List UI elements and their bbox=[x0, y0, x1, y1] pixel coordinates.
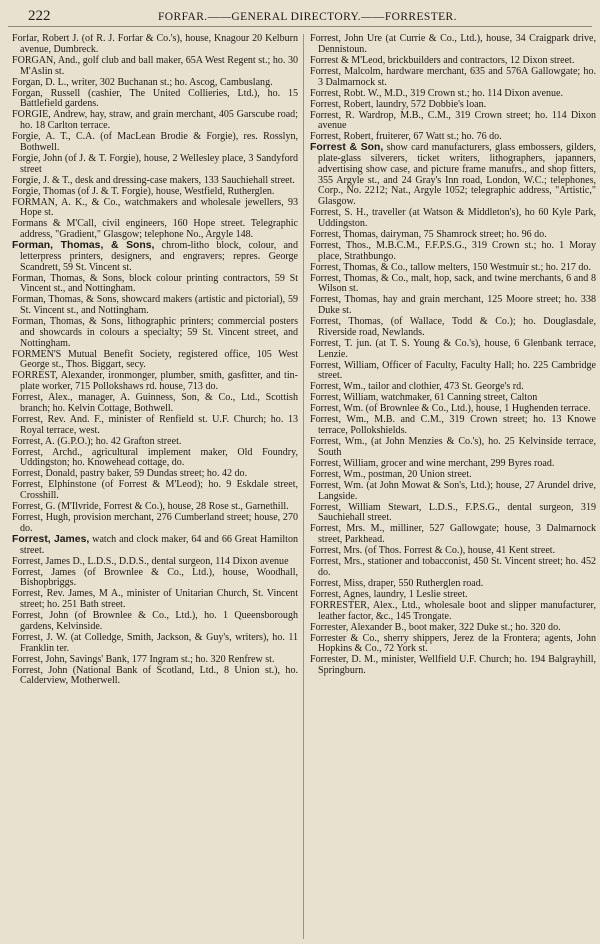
entry-text: Forrest, Elphinstone (of Forrest & M'Leod); ho. 9 Eskdale street, Crosshill. bbox=[12, 479, 298, 501]
directory-entry bbox=[12, 480, 298, 502]
directory-entry bbox=[12, 295, 298, 317]
entry-text: Forman, Thomas, & Sons, block colour printing contractors, 59 St Vincent st., and Nottingham. bbox=[12, 272, 298, 295]
entry-text: Forrest, Wm., tailor and clothier, 473 St. George's rd. bbox=[310, 381, 524, 393]
directory-entry bbox=[310, 361, 596, 383]
entry-text: Forrest & M'Leod, brickbuilders and contractors, 12 Dixon street. bbox=[310, 54, 575, 66]
entry-text: Forrest, S. H., traveller (at Watson & Middleton's), ho 60 Kyle Park, Uddingston. bbox=[310, 207, 596, 229]
directory-entry bbox=[310, 295, 596, 317]
directory-entry bbox=[310, 437, 596, 459]
directory-entry bbox=[310, 317, 596, 339]
entry-text: Forman, Thomas, & Sons, showcard makers (artistic and pictorial), 59 St. Vincent st., and Nottingham. bbox=[12, 294, 298, 316]
entry-text: Forrest, Wm., M.B. and C.M., 319 Crown street; ho. 13 Knowe terrace, Pollokshields. bbox=[310, 414, 596, 436]
directory-entry bbox=[310, 524, 596, 546]
directory-entry bbox=[12, 611, 298, 633]
directory-entry bbox=[310, 415, 596, 437]
entry-text: Forrest, James D., L.D.S., D.D.S., dental surgeon, 114 Dixon avenue bbox=[12, 555, 289, 567]
directory-entry bbox=[12, 393, 298, 415]
entry-text: Forgie, Thomas (of J. & T. Forgie), house, Westfield, Rutherglen. bbox=[12, 185, 275, 197]
entry-text: Forrest, William, grocer and wine merchant, 299 Byres road. bbox=[310, 457, 555, 469]
entry-text: Forrest, A. (G.P.O.); ho. 42 Grafton street. bbox=[12, 435, 182, 447]
entry-text: Forrest, Alex., manager, A. Guinness, Son, & Co., Ltd., Scottish branch; ho. Kelvin Cottage, Bothwell. bbox=[12, 392, 298, 414]
directory-entry bbox=[310, 557, 596, 579]
directory-entry bbox=[310, 655, 596, 677]
directory-entry bbox=[12, 274, 298, 296]
entry-text: Forrest, Robert, fruiterer, 67 Watt st.; ho. 76 do. bbox=[310, 131, 502, 143]
entry-text: Forrester & Co., sherry shippers, Jerez de la Frontera; agents, John Hopkins & Co., 72 York st. bbox=[310, 632, 596, 655]
entry-text: Forrest, Mrs. (of Thos. Forrest & Co.), house, 41 Kent street. bbox=[310, 545, 556, 556]
directory-entry bbox=[12, 535, 298, 557]
directory-entry bbox=[12, 448, 298, 470]
entry-text: Forgie, John (of J. & T. Forgie), house, 2 Wellesley place, 3 Sandyford street bbox=[12, 152, 298, 175]
directory-entry bbox=[12, 89, 298, 111]
entry-text: Formans & M'Call, civil engineers, 160 Hope street. Telegraphic address, "Gradient," Glasgow; telephone No., Argyle 148. bbox=[12, 218, 298, 240]
entry-text: Forgan, D. L., writer, 302 Buchanan st.; ho. Ascog, Cambuslang. bbox=[12, 76, 273, 88]
entry-text: Forgan, Russell (cashier, The United Collieries, Ltd.), ho. 15 Battlefield gardens. bbox=[12, 87, 298, 110]
entry-text: Forrest, Thos., M.B.C.M., F.F.P.S.G., 319 Crown st.; ho. 1 Moray place, Strathbungo. bbox=[310, 239, 596, 262]
directory-entry bbox=[12, 371, 298, 393]
entry-text: Forrest, R. Wardrop, M.B., C.M., 319 Crown street; ho. 114 Dixon avenue bbox=[310, 109, 596, 132]
entry-text: Forrest, Thomas, hay and grain merchant, 125 Moore street; ho. 338 Duke st. bbox=[310, 294, 596, 316]
entry-text: Forrest, Malcolm, hardware merchant, 635 and 576A Gallowgate; ho. 3 Dalmarnock st. bbox=[310, 65, 596, 88]
directory-entry bbox=[310, 67, 596, 89]
directory-entry bbox=[310, 274, 596, 296]
entry-text: Forgie, J. & T., desk and dressing-case makers, 133 Sauchiehall street. bbox=[12, 174, 295, 186]
entry-text: chrom-litho block, colour, and letterpress printers, designers, and engravers; repres. George Scandrett, 59 St. Vincent st. bbox=[20, 240, 298, 273]
directory-entry bbox=[12, 154, 298, 176]
directory-entry bbox=[12, 568, 298, 590]
entry-text: Forrest, Wm. (at John Mowat & Son's, Ltd.); house, 27 Arundel drive, Langside. bbox=[310, 479, 596, 502]
entry-text: Forrest, Rev. And. F., minister of Renfield st. U.F. Church; ho. 13 Royal terrace, west. bbox=[12, 413, 298, 436]
entry-text: FORRESTER, Alex., Ltd., wholesale boot and slipper manufacturer, leather factor, &c., 145 Trongate. bbox=[310, 599, 596, 622]
directory-entry bbox=[12, 34, 298, 56]
entry-text: Forrest, Robt. W., M.D., 319 Crown st.; ho. 114 Dixon avenue. bbox=[310, 87, 564, 99]
entry-text: Forrest, John Ure (at Currie & Co., Ltd.), house, 34 Craigpark drive, Dennistoun. bbox=[310, 34, 596, 55]
entry-text: FORGIE, Andrew, hay, straw, and grain merchant, 405 Garscube road; ho. 18 Carlton terrace. bbox=[12, 109, 298, 131]
entry-text: Forrest, William Stewart, L.D.S., F.P.S.G., dental surgeon, 319 Sauchiehall street. bbox=[310, 501, 596, 524]
entry-text: Forrest, Rev. James, M A., minister of Unitarian Church, St. Vincent street; ho. 251 Bath street. bbox=[12, 588, 298, 610]
entry-text: FORGAN, And., golf club and ball maker, 65A West Regent st.; ho. 30 M'Aslin st. bbox=[12, 54, 298, 77]
directory-entry bbox=[12, 241, 298, 273]
entry-name-bold: Forrest & Son, bbox=[310, 142, 384, 154]
directory-entry bbox=[12, 415, 298, 437]
directory-entry bbox=[12, 198, 298, 220]
entry-text: Forman, Thomas, & Sons, lithographic printers; commercial posters and showcards in colours a specialty; 59 St. Vincent street, and Nottingham. bbox=[12, 316, 298, 349]
directory-entry bbox=[12, 513, 298, 535]
directory-entry bbox=[12, 666, 298, 688]
directory-entry bbox=[310, 241, 596, 263]
entry-text: Forrest, William, watchmaker, 61 Canning street, Calton bbox=[310, 392, 538, 404]
entry-text: Forrest, Thomas, & Co., tallow melters, 150 Westmuir st.; ho. 217 do. bbox=[310, 261, 591, 273]
entry-text: Forrest, Mrs. M., milliner, 527 Gallowgate; house, 3 Dalmarnock street, Parkhead. bbox=[310, 523, 596, 545]
entry-text: Forrester, Alexander B., boot maker, 322 Duke st.; ho. 320 do. bbox=[310, 621, 561, 633]
entry-text: Forrest, Robert, laundry, 572 Dobbie's loan. bbox=[310, 98, 487, 110]
directory-entry bbox=[12, 350, 298, 372]
entry-text: Forrest, Wm. (of Brownlee & Co., Ltd.), house, 1 Hughenden terrace. bbox=[310, 403, 591, 415]
directory-entry bbox=[12, 56, 298, 78]
directory-entry bbox=[310, 601, 596, 623]
directory-entry bbox=[12, 317, 298, 349]
column-divider bbox=[303, 34, 304, 939]
entry-text: Forrest, Thomas, & Co., malt, hop, sack, and twine merchants, 6 and 8 Wilson st. bbox=[310, 272, 596, 295]
directory-entry bbox=[12, 219, 298, 241]
entry-text: Forrest, Wm., (at John Menzies & Co.'s), ho. 25 Kelvinside terrace, South bbox=[310, 436, 596, 458]
entry-text: Forrest, Miss, draper, 550 Rutherglen road. bbox=[310, 577, 484, 589]
page-number: 222 bbox=[28, 8, 51, 24]
directory-entry bbox=[310, 34, 596, 56]
directory-entry bbox=[12, 589, 298, 611]
entry-text: FORMAN, A. K., & Co., watchmakers and wholesale jewellers, 93 Hope st. bbox=[12, 196, 298, 219]
entry-text: Forrest, G. (M'Ilvride, Forrest & Co.), house, 28 Rose st., Garnethill. bbox=[12, 501, 289, 512]
entry-text: Forrest, John (of Brownlee & Co., Ltd.), ho. 1 Queensborough gardens, Kelvinside. bbox=[12, 610, 298, 632]
directory-columns bbox=[8, 34, 596, 939]
entry-text: Forrest, Wm., postman, 20 Union street. bbox=[310, 468, 472, 480]
entry-text: Forrest, Mrs., stationer and tobacconist, 450 St. Vincent street; ho. 452 do. bbox=[310, 556, 596, 578]
entry-name-bold: Forman, Thomas, & Sons, bbox=[12, 240, 155, 251]
directory-entry bbox=[12, 633, 298, 655]
directory-entry bbox=[12, 110, 298, 132]
entry-text: Forfar, Robert J. (of R. J. Forfar & Co.'s), house, Knagour 20 Kelburn avenue, Dumbreck. bbox=[12, 34, 298, 55]
directory-entry bbox=[310, 208, 596, 230]
entry-text: Forrest, John, Savings' Bank, 177 Ingram st.; ho. 320 Renfrew st. bbox=[12, 653, 275, 665]
entry-text: FORREST, Alexander, ironmonger, plumber, smith, gasfitter, and tin-plate worker, 715 Pollokshaws rd. house, 713 do. bbox=[12, 370, 298, 392]
directory-entry bbox=[310, 339, 596, 361]
entry-text: FORMEN'S Mutual Benefit Society, registered office, 105 West George st., Thos. Biggart, secy. bbox=[12, 348, 298, 371]
entry-text: Forrest, William, Officer of Faculty, Faculty Hall; ho. 225 Cambridge street. bbox=[310, 359, 596, 382]
entry-text: Forrester, D. M., minister, Wellfield U.F. Church; ho. 194 Balgrayhill, Springburn. bbox=[310, 654, 596, 676]
directory-entry bbox=[310, 111, 596, 133]
directory-entry bbox=[310, 634, 596, 656]
entry-text: Forrest, John (National Bank of Scotland, Ltd., 8 Union st.), ho. Calderview, Motherwell. bbox=[12, 664, 298, 687]
directory-entry bbox=[310, 481, 596, 503]
entry-text: Forrest, J. W. (at Colledge, Smith, Jackson, & Guy's, writers), ho. 11 Franklin ter. bbox=[12, 631, 298, 654]
right-column bbox=[310, 34, 596, 939]
directory-entry bbox=[12, 132, 298, 154]
entry-text: watch and clock maker, 64 and 66 Great Hamilton street. bbox=[20, 533, 298, 556]
entry-text: Forrest, Thomas, (of Wallace, Todd & Co.); ho. Douglasdale, Riverside road, Newlands. bbox=[310, 316, 596, 338]
entry-text: Forrest, Donald, pastry baker, 59 Dundas street; ho. 42 do. bbox=[12, 468, 248, 480]
entry-text: Forrest, T. jun. (at T. S. Young & Co.'s), house, 6 Glenbank terrace, Lenzie. bbox=[310, 337, 596, 360]
entry-text: Forrest, James (of Brownlee & Co., Ltd.), house, Woodhall, Bishopbriggs. bbox=[12, 566, 298, 589]
entry-text: Forrest, Agnes, laundry, 1 Leslie street. bbox=[310, 588, 468, 600]
entry-text: Forrest, Hugh, provision merchant, 276 Cumberland street; house, 270 do. bbox=[12, 512, 298, 534]
directory-entry bbox=[310, 503, 596, 525]
directory-entry bbox=[310, 143, 596, 208]
entry-text: Forrest, Archd., agricultural implement maker, Old Foundry, Uddingston; ho. Knowehead cottage, do. bbox=[12, 446, 298, 469]
entry-text: Forrest, Thomas, dairyman, 75 Shamrock street; ho. 96 do. bbox=[310, 228, 547, 240]
page-header bbox=[8, 6, 592, 27]
running-head: FORFAR.——GENERAL DIRECTORY.——FORRESTER. bbox=[158, 11, 457, 23]
entry-text: Forgie, A. T., C.A. (of MacLean Brodie & Forgie), res. Rosslyn, Bothwell. bbox=[12, 131, 298, 153]
entry-name-bold: Forrest, James, bbox=[12, 533, 90, 545]
entry-text: show card manufacturers, glass embossers, gilders, plate-glass silverers, ticket writers, lithographers, japanners, advertising show case, and picture frame manufrs., and shop fitters, 355 Argyle st., and 24 Gray's Inn road, London, W.C.; telephones, Corp., No. 2212; Nat., Argyle 1052; telegraphic address, "Artistic," Glasgow. bbox=[318, 142, 596, 207]
left-column bbox=[12, 34, 298, 939]
